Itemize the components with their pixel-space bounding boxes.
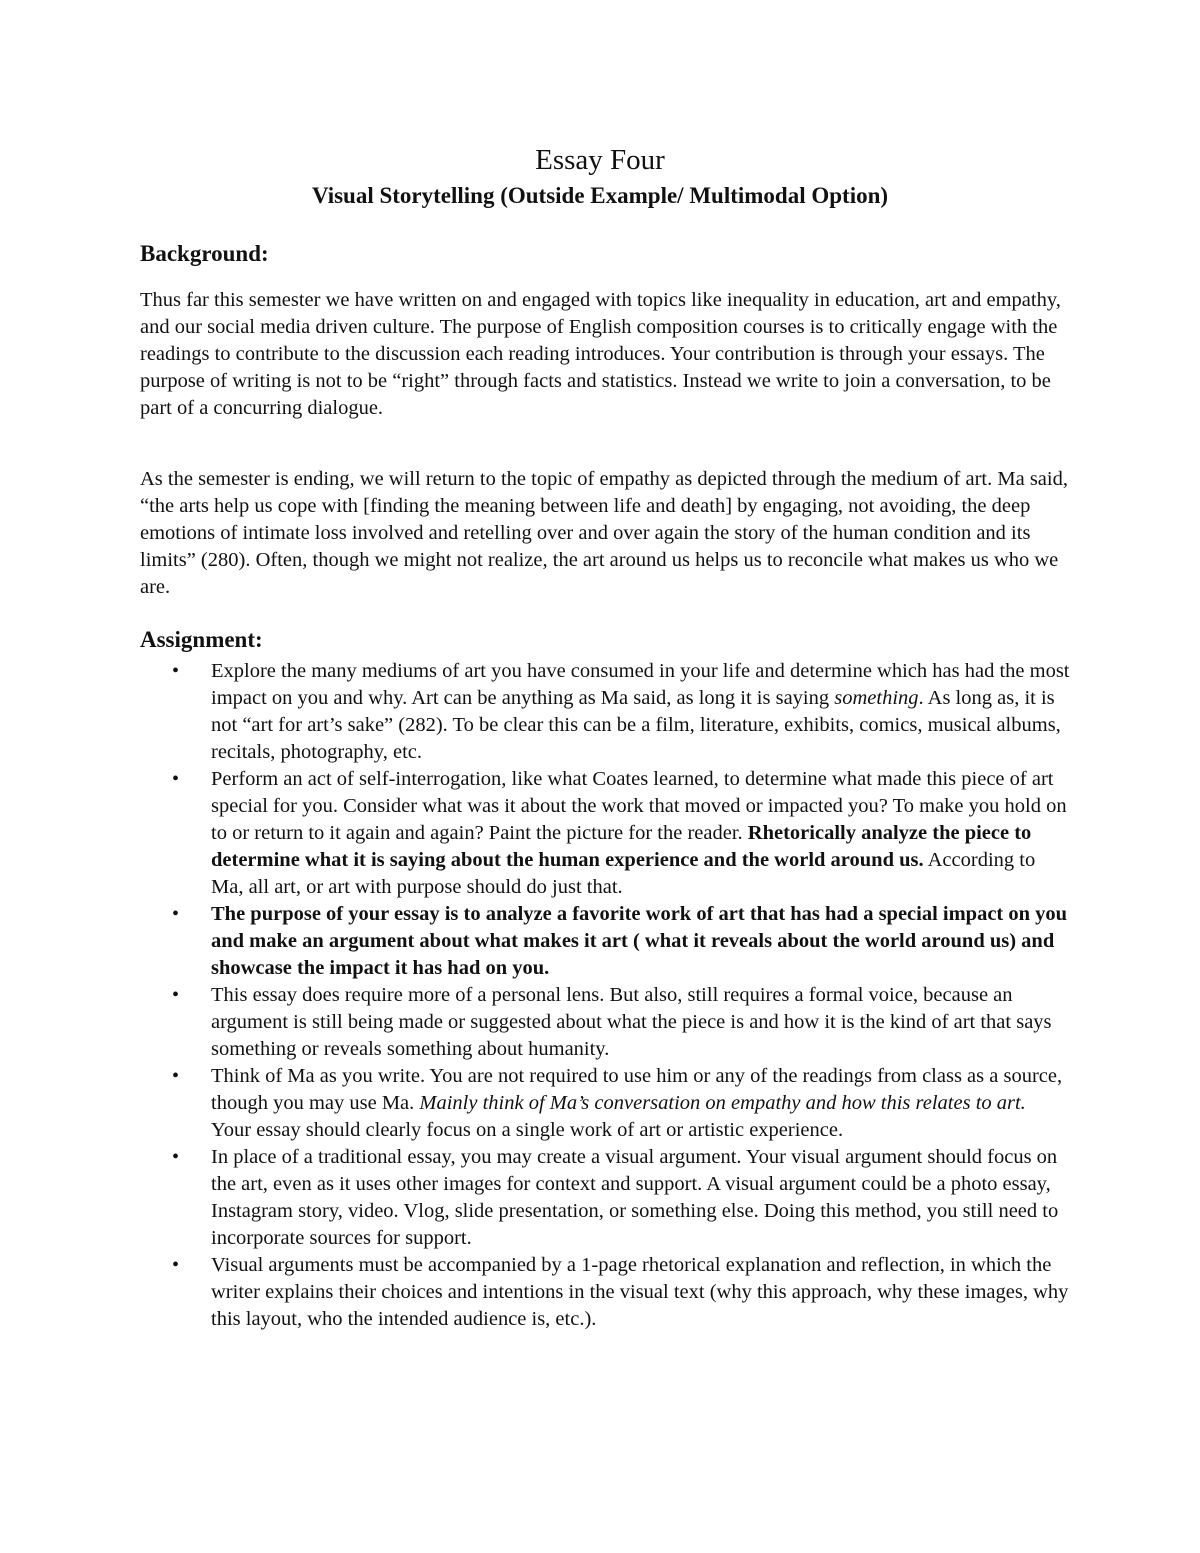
- background-heading: Background:: [140, 241, 269, 266]
- assignment-heading: Assignment:: [140, 627, 263, 652]
- assignment-item: [140, 982, 1070, 1063]
- item-text-tail: According to Ma, all art, or art with purpose should do just that.: [211, 849, 1036, 898]
- assignment-item: [140, 1252, 1070, 1333]
- background-paragraph-2: As the semester is ending, we will return to the topic of empathy as depicted through the medium of art. Ma said, “the arts help us cope with [finding the meaning between life and death] by engaging, not avoiding, the deep emotions of intimate loss involved and retelling over and over again the story of the human condition and its limits” (280). Often, though we might not realize, the art around us helps us to reconcile what makes us who we are.: [140, 468, 1068, 598]
- document-title: Essay Four: [535, 144, 665, 176]
- item-text: Visual arguments must be accompanied by a 1-page rhetorical explanation and reflection, in which the writer explains their choices and intentions in the visual text (why this approach, why these images, why this layout, who the intended audience is, etc.).: [211, 1254, 1069, 1330]
- bullet-icon: •: [172, 903, 180, 925]
- assignment-list: [140, 658, 1070, 1333]
- item-emphasis: something: [834, 687, 919, 709]
- item-text: Perform an act of self-interrogation, like what Coates learned, to determine what made this piece of art special for you. Consider what was it about the work that moved or impacted you? To make you hold on to or return to it again and again? Paint the picture for the reader.: [211, 768, 1067, 844]
- assignment-item: [140, 658, 1070, 766]
- bullet-icon: •: [172, 1146, 180, 1168]
- item-text-tail: Your essay should clearly focus on a single work of art or artistic experience.: [211, 1119, 844, 1141]
- bullet-icon: •: [172, 1254, 180, 1276]
- item-text: In place of a traditional essay, you may create a visual argument. Your visual argument should focus on the art, even as it uses other images for context and support. A visual argument could be a photo essay, Instagram story, video. Vlog, slide presentation, or something else. Doing this method, you still need to incorporate sources for support.: [211, 1146, 1059, 1249]
- bullet-icon: •: [172, 660, 180, 682]
- bullet-icon: •: [172, 1065, 180, 1087]
- item-text-tail: . As long as, it is not “art for art’s sake” (282). To be clear this can be a film, literature, exhibits, comics, musical albums, recitals, photography, etc.: [211, 687, 1061, 763]
- bullet-icon: •: [172, 768, 180, 790]
- assignment-item: [140, 1063, 1070, 1144]
- item-bold-text: The purpose of your essay is to analyze a favorite work of art that has had a special impact on you and make an argument about what makes it art ( what it reveals about the world around us) and showcase the impact it has had on you.: [211, 903, 1068, 979]
- assignment-item: [140, 1144, 1070, 1252]
- item-bold-text: Rhetorically analyze the piece to determine what it is saying about the human experience and the world around us.: [211, 822, 1032, 871]
- item-emphasis: Mainly think of Ma’s conversation on empathy and how this relates to art.: [419, 1092, 1026, 1114]
- assignment-item: [140, 901, 1070, 982]
- bullet-icon: •: [172, 984, 180, 1006]
- document-subtitle: Visual Storytelling (Outside Example/ Multimodal Option): [311, 183, 889, 208]
- assignment-item: [140, 766, 1070, 901]
- item-text: Think of Ma as you write. You are not required to use him or any of the readings from class as a source, though you may use Ma.: [211, 1065, 1063, 1114]
- background-paragraph-1: Thus far this semester we have written on and engaged with topics like inequality in education, art and empathy, and our social media driven culture. The purpose of English composition courses is to critically engage with the readings to contribute to the discussion each reading introduces. Your contribution is through your essays. The purpose of writing is not to be “right” through facts and statistics. Instead we write to join a conversation, to be part of a concurring dialogue.: [140, 289, 1061, 419]
- item-text: This essay does require more of a personal lens. But also, still requires a formal voice, because an argument is still being made or suggested about what the piece is and how it is the kind of art that says something or reveals something about humanity.: [211, 984, 1052, 1060]
- item-text: Explore the many mediums of art you have consumed in your life and determine which has had the most impact on you and why. Art can be anything as Ma said, as long it is saying: [211, 660, 1070, 709]
